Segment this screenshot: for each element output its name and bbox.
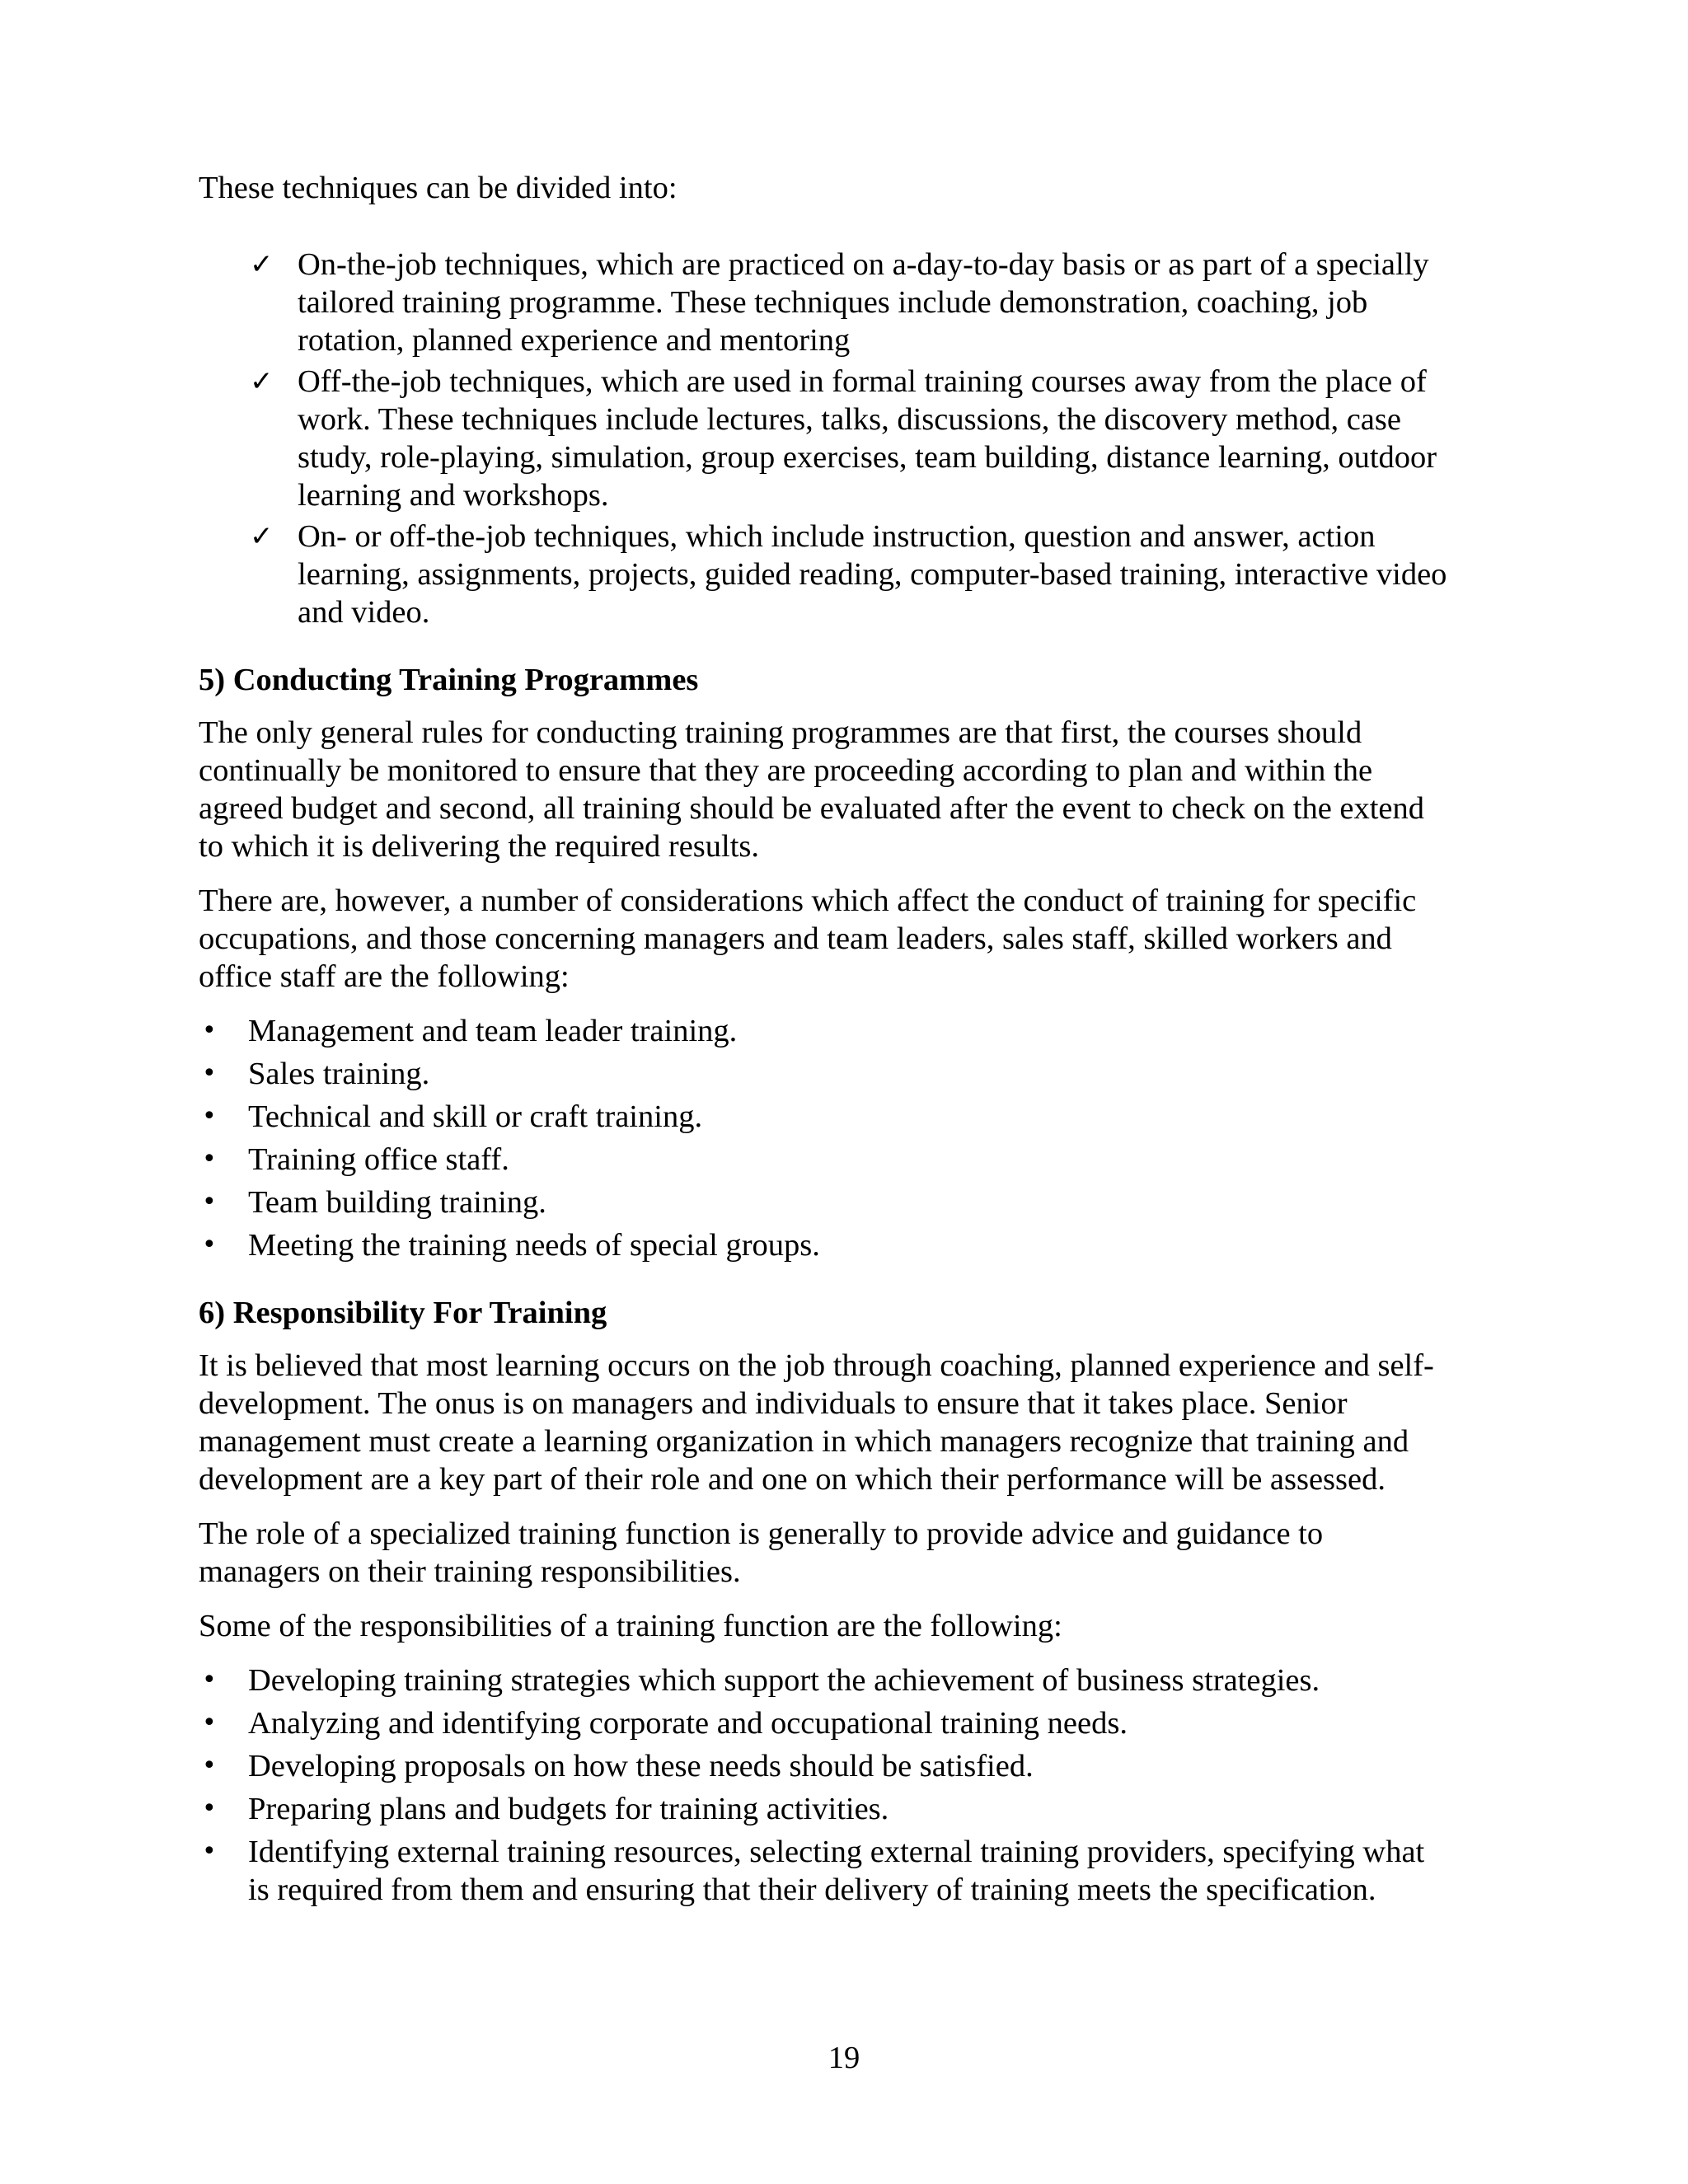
- document-body: [199, 169, 1451, 1914]
- bullet-icon: •: [202, 1188, 217, 1216]
- bullet-icon: •: [202, 1102, 217, 1131]
- section-6-paragraph-3: Some of the responsibilities of a training function are the following:: [199, 1609, 1062, 1643]
- section-6-bullet-list: [199, 1661, 1451, 1909]
- bullet-icon: •: [202, 1708, 217, 1737]
- list-item-text: Sales training.: [248, 1057, 430, 1091]
- section-5-paragraph-2: There are, however, a number of considerations which affect the conduct of training for specific occupations, and those concerning managers and team leaders, sales staff, skilled workers and office staff are the following:: [199, 883, 1417, 994]
- section-5-paragraph-1: The only general rules for conducting training programmes are that first, the courses should continually be monitored to ensure that they are proceeding according to plan and within the agreed budget and second, all training should be evaluated after the event to check on the extend to which it is delivering the required results.: [199, 715, 1425, 864]
- bullet-icon: •: [202, 1666, 217, 1694]
- bullet-icon: •: [202, 1230, 217, 1259]
- bullet-icon: •: [202, 1751, 217, 1780]
- list-item: [199, 1661, 1451, 1699]
- list-item: [199, 1055, 1451, 1093]
- checkmark-icon: ✓: [250, 365, 274, 398]
- list-item: [199, 1790, 1451, 1828]
- bullet-icon: •: [202, 1837, 217, 1866]
- list-item: [199, 1098, 1451, 1136]
- list-item-text: Developing proposals on how these needs should be satisfied.: [248, 1749, 1034, 1783]
- checkmark-icon: ✓: [250, 248, 274, 281]
- checklist-item: [199, 246, 1451, 359]
- section-6-heading: 6) Responsibility For Training: [199, 1296, 607, 1330]
- checklist-item-text: On- or off-the-job techniques, which include instruction, question and answer, action learning, assignments, projects, guided reading, computer-based training, interactive video and video.: [298, 519, 1447, 630]
- list-item: [199, 1183, 1451, 1221]
- list-item: [199, 1226, 1451, 1264]
- section-5-bullet-list: [199, 1012, 1451, 1264]
- page-number: 19: [828, 2041, 860, 2075]
- list-item-text: Identifying external training resources, selecting external training providers, specifying what is required from them and ensuring that their delivery of training meets the specification.: [248, 1835, 1425, 1907]
- list-item: [199, 1704, 1451, 1742]
- list-item: [199, 1012, 1451, 1050]
- bullet-icon: •: [202, 1794, 217, 1823]
- list-item: [199, 1141, 1451, 1179]
- list-item-text: Management and team leader training.: [248, 1014, 738, 1048]
- bullet-icon: •: [202, 1016, 217, 1045]
- list-item: [199, 1833, 1451, 1909]
- checklist-item: [199, 518, 1451, 631]
- list-item-text: Analyzing and identifying corporate and occupational training needs.: [248, 1706, 1128, 1741]
- list-item-text: Training office staff.: [248, 1142, 509, 1177]
- list-item-text: Technical and skill or craft training.: [248, 1099, 703, 1134]
- intro-text: These techniques can be divided into:: [199, 171, 678, 205]
- checklist-item: [199, 363, 1451, 514]
- list-item-text: Meeting the training needs of special groups.: [248, 1228, 820, 1263]
- list-item-text: Team building training.: [248, 1185, 546, 1220]
- bullet-icon: •: [202, 1059, 217, 1088]
- checklist-item-text: On-the-job techniques, which are practiced on a-day-to-day basis or as part of a specially tailored training programme. These techniques include demonstration, coaching, job rotation, planned experience and mentoring: [298, 247, 1429, 358]
- section-6-paragraph-1: It is believed that most learning occurs on the job through coaching, planned experience and self-development. The onus is on managers and individuals to ensure that it takes place. Senior management must create a learning organization in which managers recognize that training and development are a key part of their role and one on which their performance will be assessed.: [199, 1348, 1434, 1497]
- technique-checklist: [199, 246, 1451, 631]
- checkmark-icon: ✓: [250, 520, 274, 553]
- list-item-text: Developing training strategies which support the achievement of business strategies.: [248, 1663, 1320, 1698]
- bullet-icon: •: [202, 1145, 217, 1174]
- list-item-text: Preparing plans and budgets for training activities.: [248, 1792, 889, 1826]
- section-6-paragraph-2: The role of a specialized training function is generally to provide advice and guidance to managers on their training responsibilities.: [199, 1516, 1324, 1589]
- section-5-heading: 5) Conducting Training Programmes: [199, 663, 699, 697]
- checklist-item-text: Off-the-job techniques, which are used in formal training courses away from the place of work. These techniques include lectures, talks, discussions, the discovery method, case study, role-playing, simulation, group exercises, team building, distance learning, outdoor learning and workshops.: [298, 364, 1437, 513]
- list-item: [199, 1747, 1451, 1785]
